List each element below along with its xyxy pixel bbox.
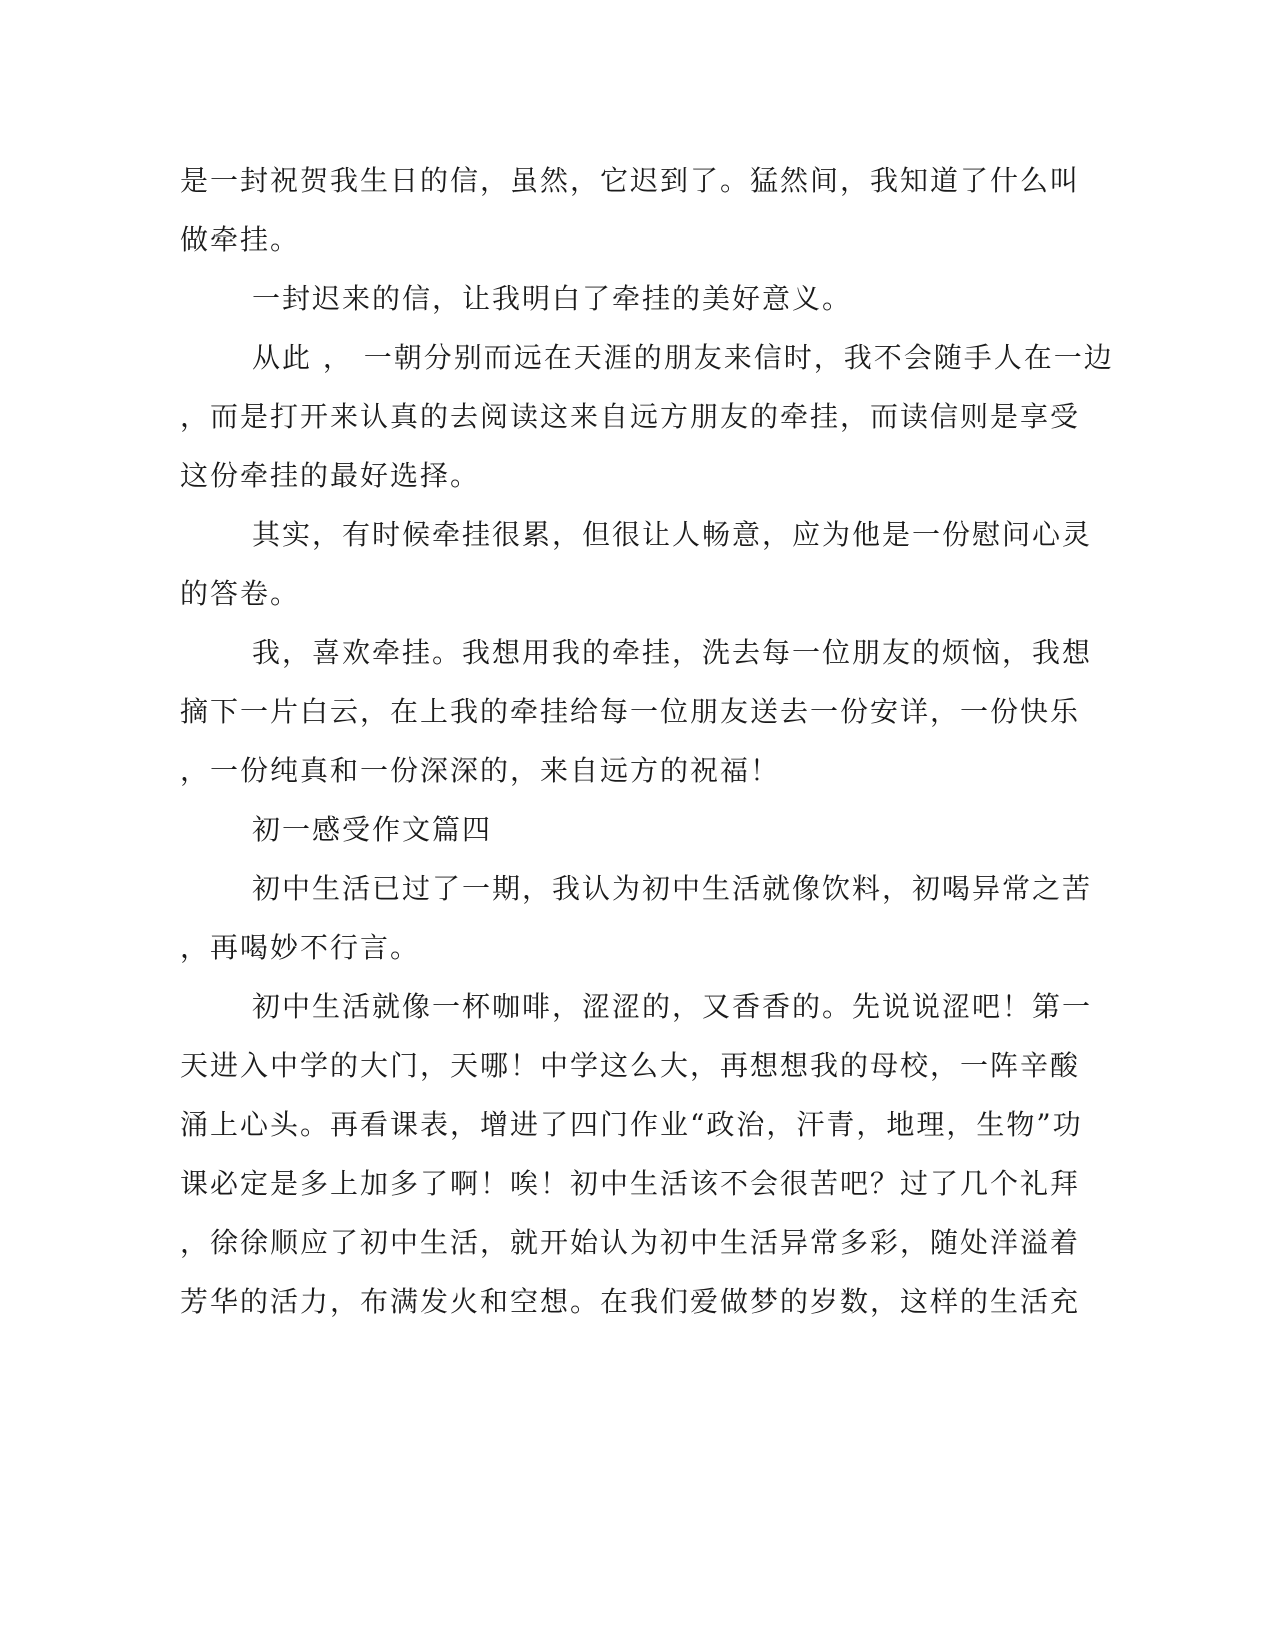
text-line: 其实，有时候牵挂很累，但很让人畅意，应为他是一份慰问心灵 xyxy=(252,518,1093,551)
text-line: ，再喝妙不行言。 xyxy=(180,931,421,964)
text-line: 的答卷。 xyxy=(180,577,301,610)
text-line: 初中生活已过了一期，我认为初中生活就像饮料，初喝异常之苦 xyxy=(252,872,1093,905)
text-line: 课必定是多上加多了啊！唉！初中生活该不会很苦吧？过了几个礼拜 xyxy=(180,1167,1081,1200)
text-line: 我，喜欢牵挂。我想用我的牵挂，洗去每一位朋友的烦恼，我想 xyxy=(252,636,1093,669)
section-heading: 初一感受作文篇四 xyxy=(252,813,493,846)
text-line: 做牵挂。 xyxy=(180,223,301,256)
text-line: 芳华的活力，布满发火和空想。在我们爱做梦的岁数，这样的生活充 xyxy=(180,1285,1081,1318)
text-line: 是一封祝贺我生日的信，虽然，它迟到了。猛然间，我知道了什么叫 xyxy=(180,164,1081,197)
text-line: 涌上心头。再看课表，增进了四门作业“政治，汗青，地理，生物”功 xyxy=(180,1108,1083,1141)
text-line: 天进入中学的大门，天哪！中学这么大，再想想我的母校，一阵辛酸 xyxy=(180,1049,1081,1082)
text-line: ，而是打开来认真的去阅读这来自远方朋友的牵挂，而读信则是享受 xyxy=(180,400,1081,433)
text-line: 一封迟来的信，让我明白了牵挂的美好意义。 xyxy=(252,282,853,315)
text-line: 这份牵挂的最好选择。 xyxy=(180,459,481,492)
text-line: 摘下一片白云，在上我的牵挂给每一位朋友送去一份安详，一份快乐 xyxy=(180,695,1081,728)
text-line: ，徐徐顺应了初中生活，就开始认为初中生活异常多彩，随处洋溢着 xyxy=(180,1226,1081,1259)
text-line: 初中生活就像一杯咖啡，涩涩的，又香香的。先说说涩吧！第一 xyxy=(252,990,1093,1023)
text-line: 从此 ， 一朝分别而远在天涯的朋友来信时，我不会随手人在一边 xyxy=(252,341,1114,374)
text-line: ，一份纯真和一份深深的，来自远方的祝福！ xyxy=(180,754,781,787)
